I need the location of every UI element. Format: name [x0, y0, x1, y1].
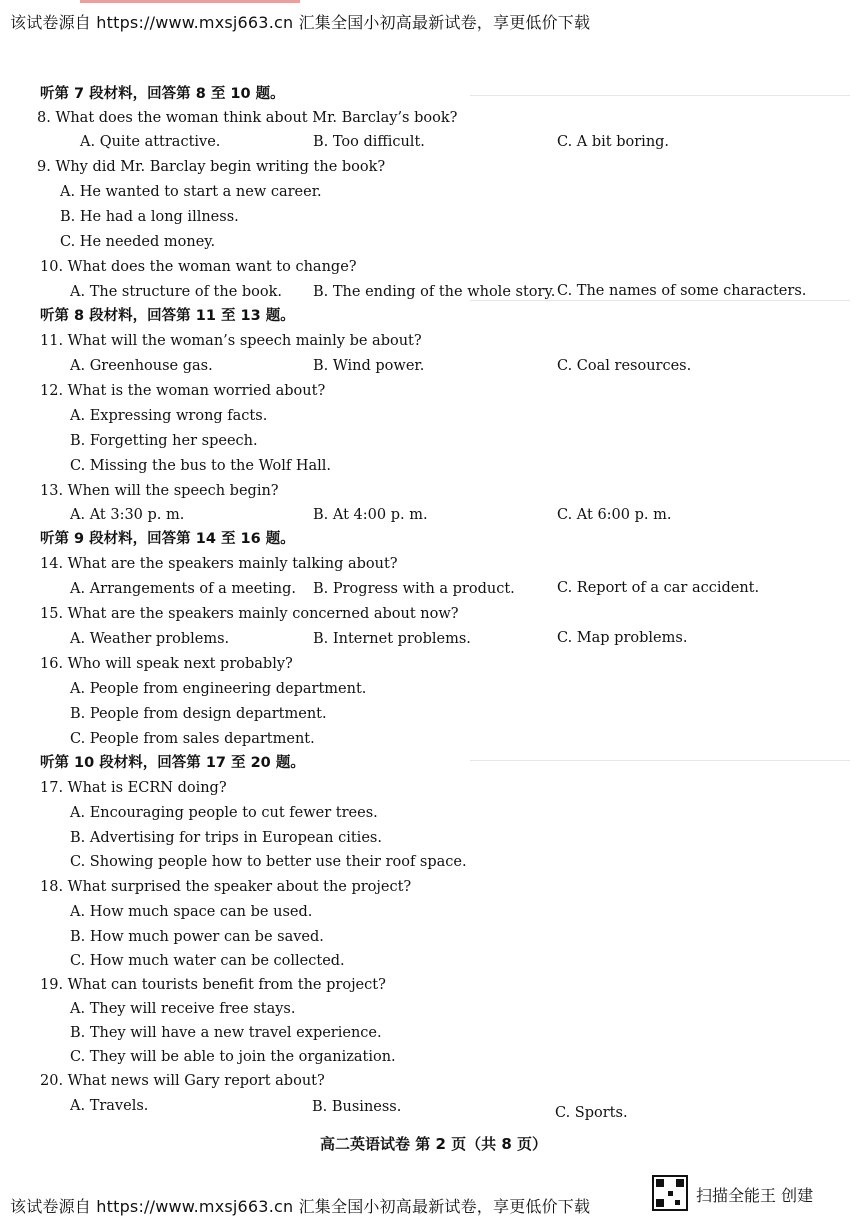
question-stem: 15. What are the speakers mainly concerned about now?: [40, 606, 459, 622]
option-b: B. Internet problems.: [313, 631, 471, 647]
option-c: C. Sports.: [555, 1105, 628, 1121]
option-a: A. Expressing wrong facts.: [70, 408, 268, 424]
question-stem: 13. When will the speech begin?: [40, 483, 279, 499]
option-a: A. At 3:30 p. m.: [70, 507, 185, 523]
option-c: C. Missing the bus to the Wolf Hall.: [70, 458, 332, 474]
option-b: B. Advertising for trips in European cities.: [70, 830, 382, 846]
option-a: A. The structure of the book.: [70, 284, 283, 300]
page-footer: 高二英语试卷 第 2 页（共 8 页）: [320, 1135, 547, 1153]
question-stem: 20. What news will Gary report about?: [40, 1073, 325, 1089]
bleed-through: [470, 760, 850, 761]
option-b: B. Forgetting her speech.: [70, 433, 258, 449]
question-stem: 17. What is ECRN doing?: [40, 780, 227, 796]
question-stem: 11. What will the woman’s speech mainly be about?: [40, 333, 422, 349]
option-b: B. How much power can be saved.: [70, 929, 324, 945]
section-heading: 听第 9 段材料，回答第 14 至 16 题。: [40, 531, 295, 547]
option-a: A. He wanted to start a new career.: [60, 184, 322, 200]
question-stem: 8. What does the woman think about Mr. Barclay’s book?: [37, 110, 458, 126]
question-stem: 12. What is the woman worried about?: [40, 383, 326, 399]
top-banner: 该试卷源自 https://www.mxsj663.cn 汇集全国小初高最新试卷，享更低价下载: [10, 13, 591, 32]
question-stem: 9. Why did Mr. Barclay begin writing the book?: [37, 159, 386, 175]
scanner-watermark: 扫描全能王 创建: [696, 1186, 814, 1205]
question-stem: 10. What does the woman want to change?: [40, 259, 357, 275]
option-b: B. Wind power.: [313, 358, 425, 374]
option-a: A. Encouraging people to cut fewer trees.: [70, 805, 378, 821]
option-a: A. How much space can be used.: [70, 904, 313, 920]
question-stem: 14. What are the speakers mainly talking about?: [40, 556, 398, 572]
option-b: B. Too difficult.: [313, 134, 425, 150]
option-c: C. Showing people how to better use their roof space.: [70, 854, 467, 870]
option-c: C. How much water can be collected.: [70, 953, 345, 969]
option-c: C. Report of a car accident.: [557, 580, 760, 596]
option-a: A. Travels.: [70, 1098, 149, 1114]
option-c: C. People from sales department.: [70, 731, 315, 747]
option-a: A. Weather problems.: [70, 631, 230, 647]
qr-code-icon: [652, 1175, 688, 1211]
question-stem: 16. Who will speak next probably?: [40, 656, 293, 672]
option-b: B. He had a long illness.: [60, 209, 239, 225]
option-b: B. People from design department.: [70, 706, 327, 722]
option-b: B. Business.: [312, 1099, 402, 1115]
option-c: C. The names of some characters.: [557, 283, 807, 299]
option-a: A. Quite attractive.: [80, 134, 221, 150]
option-c: C. They will be able to join the organization.: [70, 1049, 396, 1065]
bottom-banner: 该试卷源自 https://www.mxsj663.cn 汇集全国小初高最新试卷，享更低价下载: [10, 1197, 591, 1216]
option-a: A. They will receive free stays.: [70, 1001, 296, 1017]
top-accent-line: [80, 0, 300, 3]
option-a: A. Greenhouse gas.: [70, 358, 213, 374]
option-c: C. He needed money.: [60, 234, 216, 250]
option-c: C. At 6:00 p. m.: [557, 507, 672, 523]
section-heading: 听第 10 段材料，回答第 17 至 20 题。: [40, 755, 305, 771]
question-stem: 19. What can tourists benefit from the project?: [40, 977, 386, 993]
question-stem: 18. What surprised the speaker about the project?: [40, 879, 412, 895]
bleed-through: [470, 95, 850, 96]
option-b: B. Progress with a product.: [313, 581, 515, 597]
section-heading: 听第 8 段材料，回答第 11 至 13 题。: [40, 308, 295, 324]
option-b: B. They will have a new travel experience.: [70, 1025, 382, 1041]
option-c: C. A bit boring.: [557, 134, 670, 150]
option-b: B. At 4:00 p. m.: [313, 507, 428, 523]
option-a: A. Arrangements of a meeting.: [70, 581, 296, 597]
section-heading: 听第 7 段材料，回答第 8 至 10 题。: [40, 86, 285, 102]
option-c: C. Coal resources.: [557, 358, 692, 374]
option-b: B. The ending of the whole story.: [313, 284, 556, 300]
option-a: A. People from engineering department.: [70, 681, 367, 697]
option-c: C. Map problems.: [557, 630, 688, 646]
